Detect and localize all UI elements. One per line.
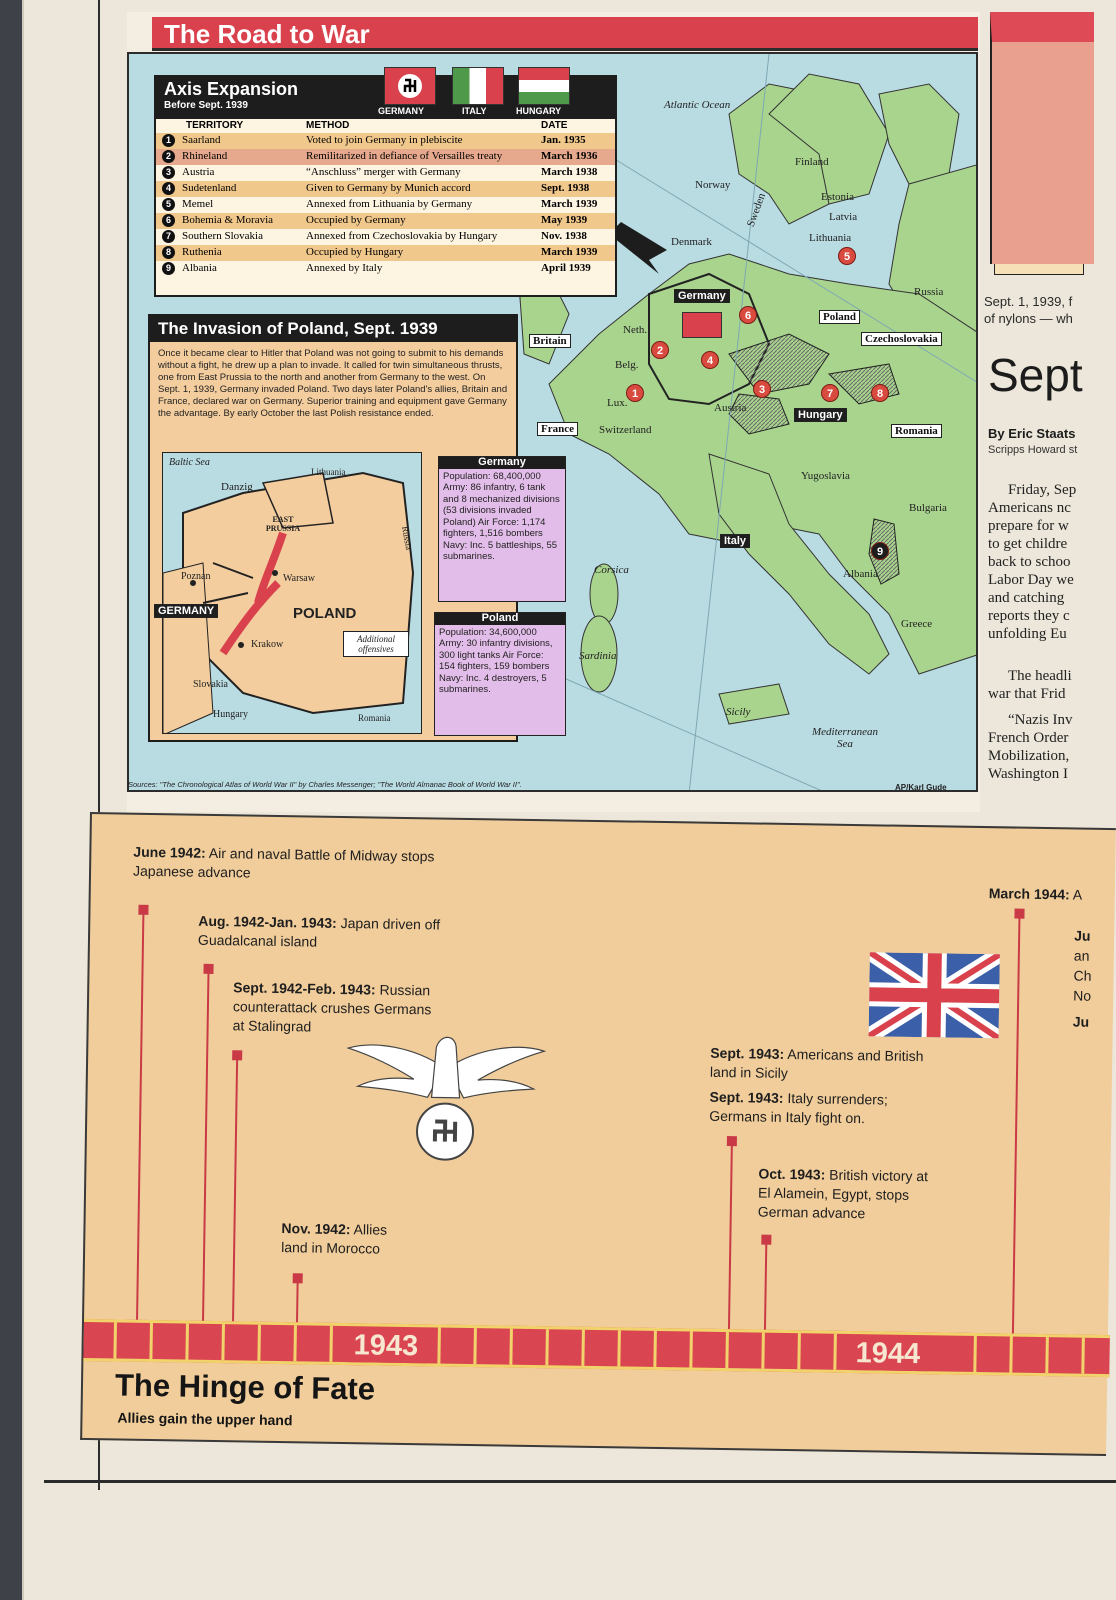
label-switzerland: Switzerland [599, 424, 652, 436]
table-row: 7 Southern Slovakia Annexed from Czechoslovakia by Hungary Nov. 1938 [156, 229, 615, 245]
label-britain: Britain [529, 334, 571, 348]
month-tick [1081, 1338, 1085, 1374]
article-line: war that Frid [988, 686, 1066, 702]
label-italy: Italy [720, 534, 750, 548]
article-line: French Order [988, 730, 1069, 746]
event-stem [1012, 917, 1021, 1337]
table-row: 5 Memel Annexed from Lithuania by Germany March 1939 [156, 197, 615, 213]
label-poznan: Poznan [181, 571, 211, 582]
poland-stats-text: Population: 34,600,000 Army: 30 infantry divisions, 300 light tanks Air Force: 154 fighters, 159 bombers Navy: Inc. 4 destroyers, 5 submarines. [439, 626, 553, 695]
month-tick [725, 1332, 729, 1368]
label-latvia: Latvia [829, 211, 858, 223]
additional-offensives-note: Additional offensives [343, 631, 409, 657]
label-austria: Austria [714, 402, 747, 414]
month-tick [1045, 1337, 1049, 1373]
month-tick [257, 1325, 261, 1361]
label-neth: Neth. [623, 324, 648, 336]
hungary-flag-caption: HUNGARY [516, 106, 562, 116]
label-baltic: Baltic Sea [169, 457, 210, 468]
pin-9: 9 [871, 542, 889, 560]
label-east-prussia: EAST PRUSSIA [265, 515, 301, 533]
axis-expansion-title: Axis Expansion [164, 79, 299, 99]
label-hungary: Hungary [794, 408, 847, 422]
label-mediterranean: Mediterranean Sea [812, 726, 878, 750]
label-poland-russia: Russia [399, 525, 415, 551]
article-line: prepare for w [988, 518, 1069, 534]
month-tick [329, 1326, 333, 1362]
article-lead [984, 293, 1114, 327]
table-row: 9 Albania Annexed by Italy April 1939 [156, 261, 615, 277]
label-yugoslavia: Yugoslavia [801, 470, 850, 482]
pin-1: 1 [626, 384, 644, 402]
month-tick [761, 1333, 765, 1369]
label-belg: Belg. [615, 359, 639, 371]
event-march-1944: March 1944: A [988, 885, 1083, 903]
axis-expansion-table [154, 75, 617, 297]
axis-expansion-subtitle: Before Sept. 1939 [164, 100, 248, 111]
poland-invasion-panel [148, 314, 560, 742]
label-finland: Finland [795, 156, 829, 168]
label-corsica: Corsica [594, 564, 629, 576]
event-stalingrad: Sept. 1942-Feb. 1943: Russian counterattack crushes Germans at Stalingrad [232, 979, 432, 1035]
label-poland-hungary: Hungary [213, 709, 248, 720]
month-tick [149, 1323, 153, 1359]
month-tick [185, 1324, 189, 1360]
table-row: 4 Sudetenland Given to Germany by Munich accord Sept. 1938 [156, 181, 615, 197]
label-sicily: Sicily [726, 706, 751, 718]
event-stem [232, 1058, 238, 1324]
label-sardinia: Sardinia [579, 650, 617, 662]
label-norway: Norway [695, 179, 731, 191]
event-stem [764, 1243, 767, 1333]
year-1944: 1944 [847, 1337, 928, 1371]
col-method: METHOD [306, 120, 350, 131]
article-lead-line1: Sept. 1, 1939, f [984, 294, 1073, 309]
table-row: 1 Saarland Voted to join Germany in plebiscite Jan. 1935 [156, 133, 615, 149]
article-line: unfolding Eu [988, 626, 1067, 642]
event-stem [728, 1144, 733, 1332]
event-stem [202, 972, 210, 1324]
graphic-credit: AP/Karl Gude [895, 783, 947, 792]
label-poland-lithuania: Lithuania [311, 467, 346, 477]
month-tick [437, 1328, 441, 1364]
timeline-title: The Hinge of Fate [114, 1367, 376, 1407]
table-row: 6 Bohemia & Moravia Occupied by Germany May 1939 [156, 213, 615, 229]
event-el-alamein: Oct. 1943: British victory at El Alamein, Egypt, stops German advance [757, 1165, 929, 1222]
article-line: Americans nc [988, 500, 1071, 516]
table-row: 8 Ruthenia Occupied by Hungary March 1939 [156, 245, 615, 261]
pin-4: 4 [701, 351, 719, 369]
germany-map-flag [682, 312, 722, 338]
label-germany: Germany [674, 289, 730, 303]
label-warsaw: Warsaw [283, 573, 315, 584]
germany-flag-caption: GERMANY [378, 106, 425, 116]
label-sweden: Sweden [744, 191, 769, 229]
road-to-war-banner: The Road to War [152, 17, 978, 51]
page-bottom-rule [44, 1480, 1116, 1483]
table-row: 3 Austria “Anschluss” merger with Germany March 1938 [156, 165, 615, 181]
poland-stats-box [434, 612, 566, 736]
pin-6: 6 [739, 306, 757, 324]
article-line: Washington I [988, 766, 1069, 782]
month-tick [221, 1324, 225, 1360]
label-lithuania: Lithuania [809, 232, 852, 244]
label-russia: Russia [914, 286, 944, 298]
poland-invasion-text: Once it became clear to Hitler that Poland was not going to submit to his demands without a fight, he drew up a plan to invade. It called for twin simultaneous thrusts, one from East Prussia to the north and another from Germany to the west. On Sept. 1, 1939, Germany invaded Poland. Two days later Poland's allies, Britain and France, declared war on Germany. Superior training and equipment gave Germany the advantage. By early October the last Polish resistance ended. [158, 348, 508, 419]
label-danzig: Danzig [221, 481, 253, 493]
pin-8: 8 [871, 384, 889, 402]
article-line: reports they c [988, 608, 1070, 624]
italy-flag-icon [452, 67, 504, 105]
label-albania: Albania [843, 568, 878, 580]
timeline-subtitle: Allies gain the upper hand [117, 1409, 293, 1429]
poland-invasion-title: The Invasion of Poland, Sept. 1939 [150, 316, 516, 342]
month-tick [617, 1330, 621, 1366]
label-greece: Greece [901, 618, 933, 630]
axis-expansion-header [156, 77, 615, 119]
label-poland: Poland [819, 310, 860, 324]
event-italy-surrenders: Sept. 1943: Italy surrenders; Germans in Italy fight on. [709, 1088, 888, 1127]
germany-stats-title: Germany [439, 457, 565, 469]
month-tick [293, 1325, 297, 1361]
pin-2: 2 [651, 341, 669, 359]
germany-flag-icon [384, 67, 436, 105]
col-date: DATE [541, 120, 568, 131]
pin-3: 3 [753, 380, 771, 398]
article-line: The headli [1008, 668, 1072, 684]
germany-stats-box [438, 456, 566, 602]
article-lead-line2: of nylons — wh [984, 311, 1073, 326]
label-denmark: Denmark [671, 236, 712, 248]
article-line: Mobilization, [988, 748, 1070, 764]
month-tick [509, 1329, 513, 1365]
label-krakow: Krakow [251, 639, 284, 650]
month-tick [689, 1331, 693, 1367]
article-line: back to schoo [988, 554, 1071, 570]
month-tick [545, 1329, 549, 1365]
poland-map-germany-label: GERMANY [154, 604, 218, 618]
poland-map-shapes [163, 453, 422, 734]
hinge-of-fate-timeline [80, 812, 1116, 1456]
month-tick [833, 1334, 837, 1370]
label-poland-romania: Romania [358, 713, 391, 723]
poland-stats-title: Poland [435, 613, 565, 625]
axis-table-columns [156, 119, 615, 133]
month-tick [1009, 1337, 1013, 1373]
col-territory: TERRITORY [186, 120, 244, 131]
timeline-bar [83, 1319, 1110, 1377]
event-stem [296, 1281, 299, 1325]
pin-5: 5 [838, 247, 856, 265]
event-sicily: Sept. 1943: Americans and British land in Sicily [709, 1044, 924, 1081]
article-byline: By Eric Staats [988, 426, 1076, 441]
italy-flag-caption: ITALY [462, 106, 487, 116]
label-bulgaria: Bulgaria [909, 502, 947, 514]
right-photo-box [990, 12, 1094, 264]
month-tick [797, 1333, 801, 1369]
month-tick [113, 1322, 117, 1358]
event-guadalcanal: Aug. 1942-Jan. 1943: Japan driven off Guadalcanal island [197, 912, 441, 950]
year-1943: 1943 [345, 1329, 426, 1363]
table-row: 2 Rhineland Remilitarized in defiance of Versailles treaty March 1936 [156, 149, 615, 165]
event-stem [136, 913, 144, 1323]
pin-7: 7 [821, 384, 839, 402]
label-slovakia: Slovakia [193, 679, 228, 690]
article-line: “Nazis Inv [1008, 712, 1073, 728]
label-atlantic: Atlantic Ocean [664, 99, 731, 111]
poland-map [162, 452, 422, 734]
hungary-flag-icon [518, 67, 570, 105]
month-tick [973, 1336, 977, 1372]
label-france: France [537, 422, 578, 436]
article-line: to get childre [988, 536, 1068, 552]
eagle-emblem-icon [342, 1026, 548, 1169]
label-lux: Lux. [607, 397, 628, 409]
sources-line: Sources: "The Chronological Atlas of World War II" by Charles Messenger; "The World Almanac Book of World War II". [128, 780, 522, 789]
article-line: Labor Day we [988, 572, 1074, 588]
label-romania: Romania [891, 424, 942, 438]
label-czechoslovakia: Czechoslovakia [861, 332, 942, 346]
article-headline: Sept [988, 349, 1083, 401]
union-jack-icon [869, 952, 1000, 1038]
germany-stats-text: Population: 68,400,000 Army: 86 infantry, 6 tank and 8 mechanized divisions (53 divisions invaded Poland) Air Force: 1,174 fighters, 1,516 bombers Navy: Inc. 5 battleships, 55 submarines. [443, 470, 560, 562]
event-midway: June 1942: Air and naval Battle of Midway stops Japanese advance [132, 843, 435, 881]
month-tick [581, 1330, 585, 1366]
article-line: Friday, Sep [1008, 482, 1077, 498]
event-morocco: Nov. 1942: Allies land in Morocco [281, 1220, 388, 1257]
article-organization: Scripps Howard st [988, 444, 1078, 456]
article-line: and catching [988, 590, 1065, 606]
label-poland-big: POLAND [293, 605, 357, 622]
label-estonia: Estonia [821, 191, 854, 203]
month-tick [653, 1331, 657, 1367]
event-partial-right: Ju an Ch No Ju [1072, 927, 1092, 1030]
month-tick [473, 1328, 477, 1364]
